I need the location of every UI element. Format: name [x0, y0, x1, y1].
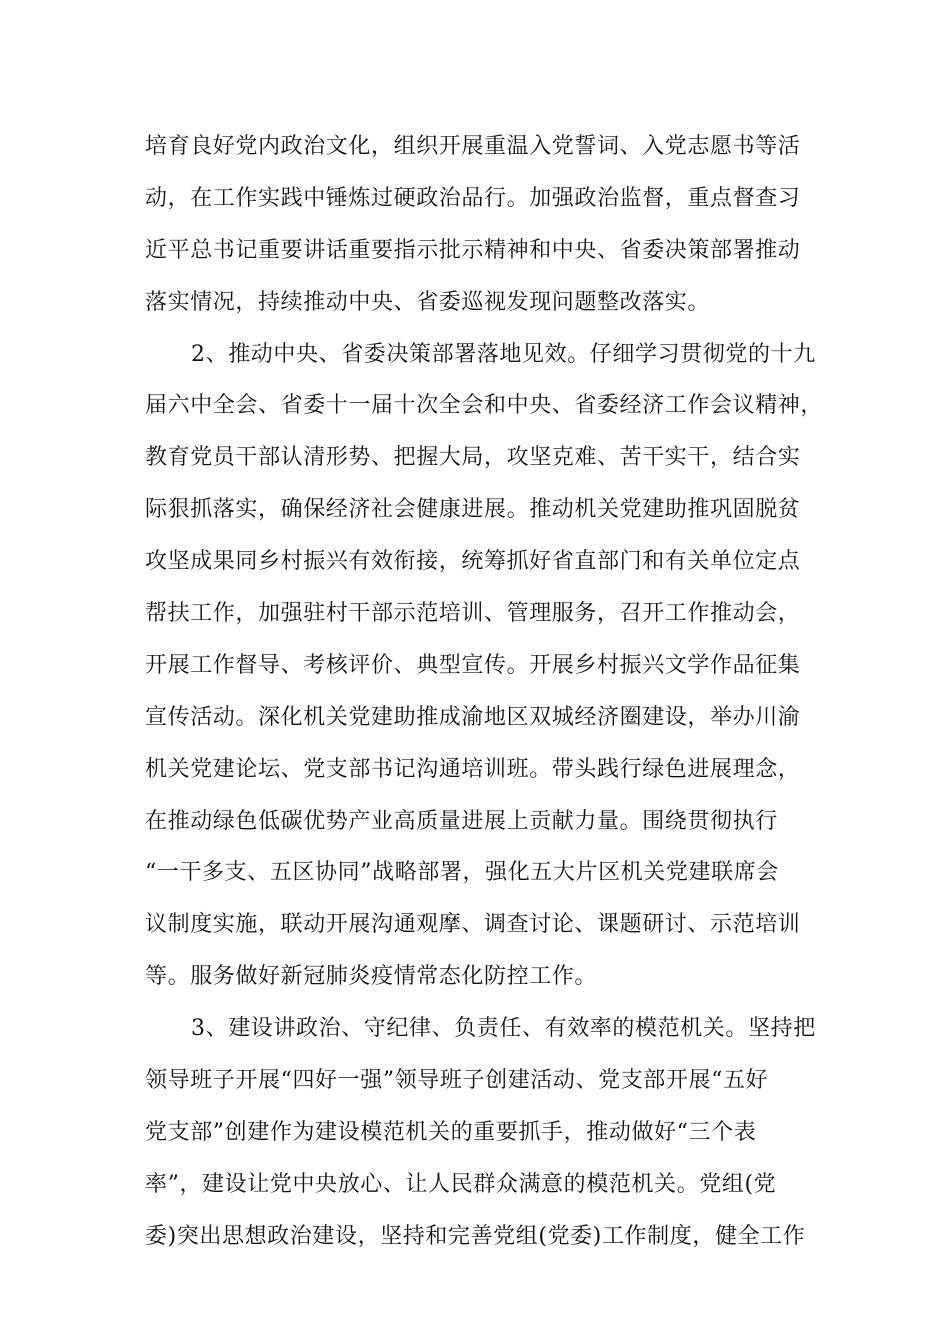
- text-line: 教育党员干部认清形势、把握大局，攻坚克难、苦干实干，结合实: [145, 445, 801, 471]
- paragraph: [145, 1003, 815, 1262]
- text-line: 率”，建设让党中央放心、让人民群众满意的模范机关。党组(党: [145, 1171, 777, 1197]
- text-line: 开展工作督导、考核评价、典型宣传。开展乡村振兴文学作品征集: [145, 652, 801, 678]
- text-line: 委)突出思想政治建设，坚持和完善党组(党委)工作制度，健全工作: [145, 1223, 806, 1249]
- text-line: 际狠抓落实，确保经济社会健康进展。推动机关党建助推巩固脱贫: [145, 497, 801, 523]
- text-line: 培育良好党内政治文化，组织开展重温入党誓词、入党志愿书等活: [145, 134, 801, 159]
- text-line: 党支部”创建作为建设模范机关的重要抓手，推动做好“三个表: [145, 1119, 757, 1145]
- text-line: 议制度实施，联动开展沟通观摩、调查讨论、课题研讨、示范培训: [145, 912, 801, 938]
- text-line: 3、建设讲政治、守纪律、负责任、有效率的模范机关。坚持把: [191, 1016, 816, 1042]
- document-body: [145, 121, 824, 1263]
- text-line: 在推动绿色低碳优势产业高质量进展上贡献力量。围绕贯彻执行: [145, 808, 778, 834]
- text-line: 届六中全会、省委十一届十次全会和中央、省委经济工作会议精神，: [145, 393, 824, 419]
- text-line: “一干多支、五区协同”战略部署，强化五大片区机关党建联席会: [145, 860, 779, 886]
- text-line: 近平总书记重要讲话重要指示批示精神和中央、省委决策部署推动: [145, 237, 801, 263]
- text-line: 帮扶工作，加强驻村干部示范培训、管理服务，召开工作推动会，: [145, 601, 801, 627]
- paragraph: [145, 121, 815, 329]
- text-line: 领导班子开展“四好一强”领导班子创建活动、党支部开展“五好: [145, 1068, 769, 1094]
- text-line: 2、推动中央、省委决策部署落地见效。仔细学习贯彻党的十九: [191, 341, 816, 367]
- text-line: 机关党建论坛、党支部书记沟通培训班。带头践行绿色进展理念，: [145, 756, 801, 782]
- text-line: 动，在工作实践中锤炼过硬政治品行。加强政治监督，重点督查习: [145, 185, 801, 211]
- text-line: 等。服务做好新冠肺炎疫情常态化防控工作。: [145, 964, 598, 990]
- text-line: 落实情况，持续推动中央、省委巡视发现问题整改落实。: [145, 289, 711, 315]
- text-line: 攻坚成果同乡村振兴有效衔接，统筹抓好省直部门和有关单位定点: [145, 549, 801, 575]
- paragraph: [145, 329, 824, 1004]
- text-line: 宣传活动。深化机关党建助推成渝地区双城经济圈建设，举办川渝: [145, 704, 801, 730]
